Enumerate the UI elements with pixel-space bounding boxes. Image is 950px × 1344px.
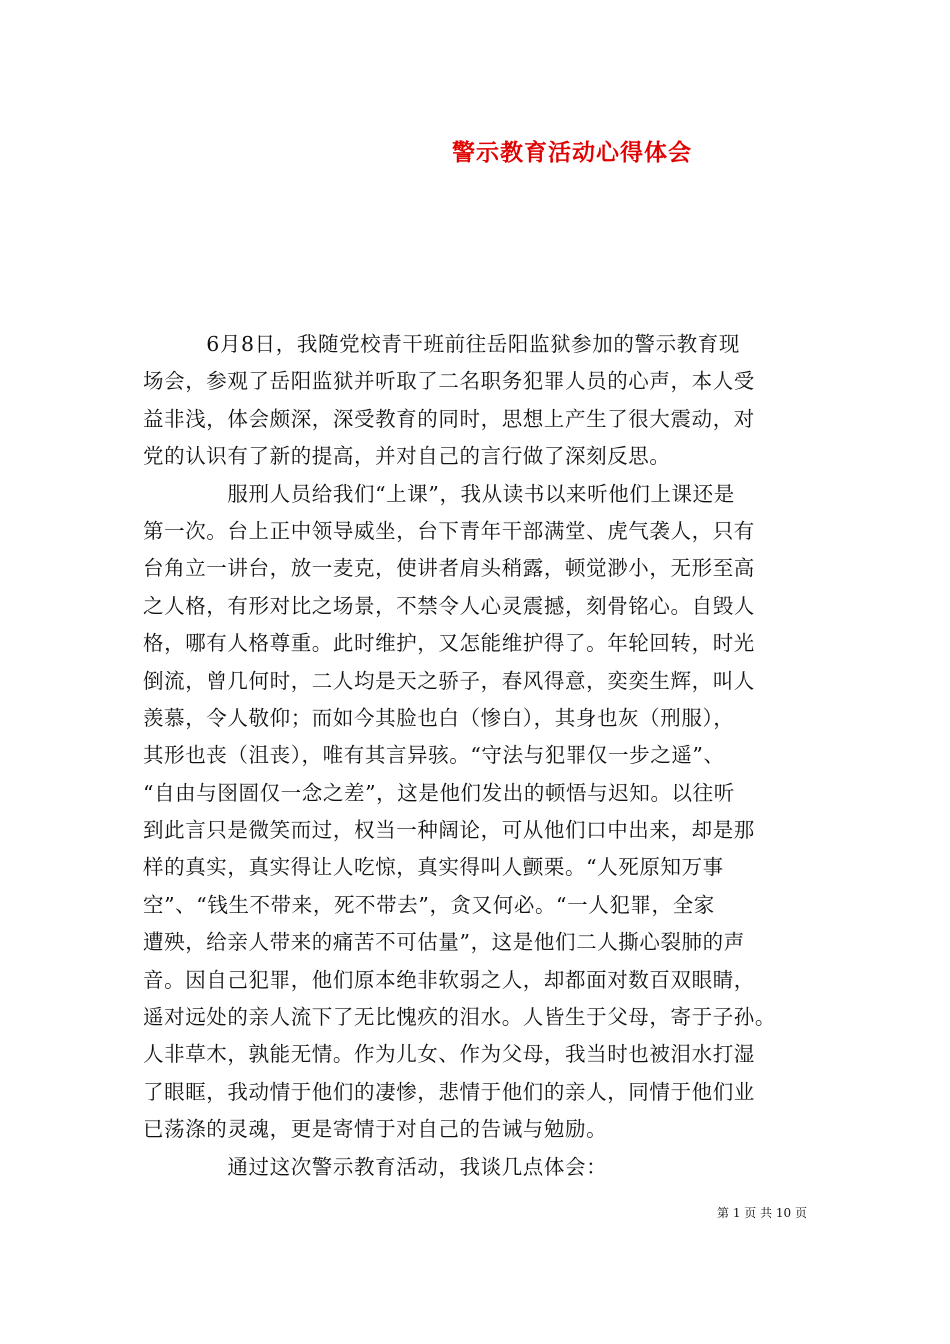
body-line: 益非浅，体会颇深，深受教育的同时，思想上产生了很大震动，对 (143, 406, 755, 431)
body-line: 通过这次警示教育活动，我谈几点体会： (143, 1154, 608, 1179)
body-line: 音。因自己犯罪，他们原本绝非软弱之人，却都面对数百双眼睛， (143, 967, 755, 992)
body-line: “自由与囹圄仅一念之差”，这是他们发出的顿悟与迟知。以往听 (143, 780, 735, 805)
body-line: 第一次。台上正中领导威坐，台下青年干部满堂、虎气袭人，只有 (143, 518, 755, 543)
body-line: 了眼眶，我动情于他们的凄惨，悲情于他们的亲人，同情于他们业 (143, 1079, 755, 1104)
body-line: 遭殃，给亲人带来的痛苦不可估量”，这是他们二人撕心裂肺的声 (143, 930, 745, 955)
body-line: 人非草木，孰能无情。作为儿女、作为父母，我当时也被泪水打湿 (143, 1042, 755, 1067)
body-line: 场会，参观了岳阳监狱并听取了二名职务犯罪人员的心声，本人受 (143, 369, 755, 394)
body-line: 空”、“钱生不带来，死不带去”，贪又何必。“一人犯罪，全家 (143, 892, 715, 917)
body-line: 服刑人员给我们“上课”，我从读书以来听他们上课还是 (143, 481, 735, 506)
body-line: 倒流，曾几何时，二人均是天之骄子，春风得意，奕奕生辉，叫人 (143, 668, 755, 693)
body-line: 已荡涤的灵魂，更是寄情于对自己的告诫与勉励。 (143, 1117, 608, 1142)
document-title: 警示教育活动心得体会 (452, 139, 692, 166)
body-line: 其形也丧（沮丧），唯有其言异骇。“守法与犯罪仅一步之遥”、 (143, 743, 725, 768)
body-line: 台角立一讲台，放一麦克，使讲者肩头稍露，顿觉渺小，无形至高 (143, 556, 755, 581)
body-line: 之人格，有形对比之场景，不禁令人心灵震撼，刻骨铭心。自毁人 (143, 593, 755, 618)
body-line: 6月8日，我随党校青干班前往岳阳监狱参加的警示教育现 (143, 332, 740, 356)
body-line: 样的真实，真实得让人吃惊，真实得叫人颤栗。“人死原知万事 (143, 855, 724, 880)
body-line: 到此言只是微笑而过，权当一种阔论，可从他们口中出来，却是那 (143, 818, 755, 843)
body-line: 羡慕，令人敬仰；而如今其脸也白（惨白），其身也灰（刑服）， (143, 705, 735, 730)
body-line: 遥对远处的亲人流下了无比愧疚的泪水。人皆生于父母，寄于子孙。 (143, 1005, 776, 1030)
body-line: 党的认识有了新的提高，并对自己的言行做了深刻反思。 (143, 444, 671, 469)
document-body (143, 326, 823, 1186)
page-number-footer: 第 1 页 共 10 页 (717, 1206, 807, 1220)
body-line: 格，哪有人格尊重。此时维护，又怎能维护得了。年轮回转，时光 (143, 631, 755, 656)
